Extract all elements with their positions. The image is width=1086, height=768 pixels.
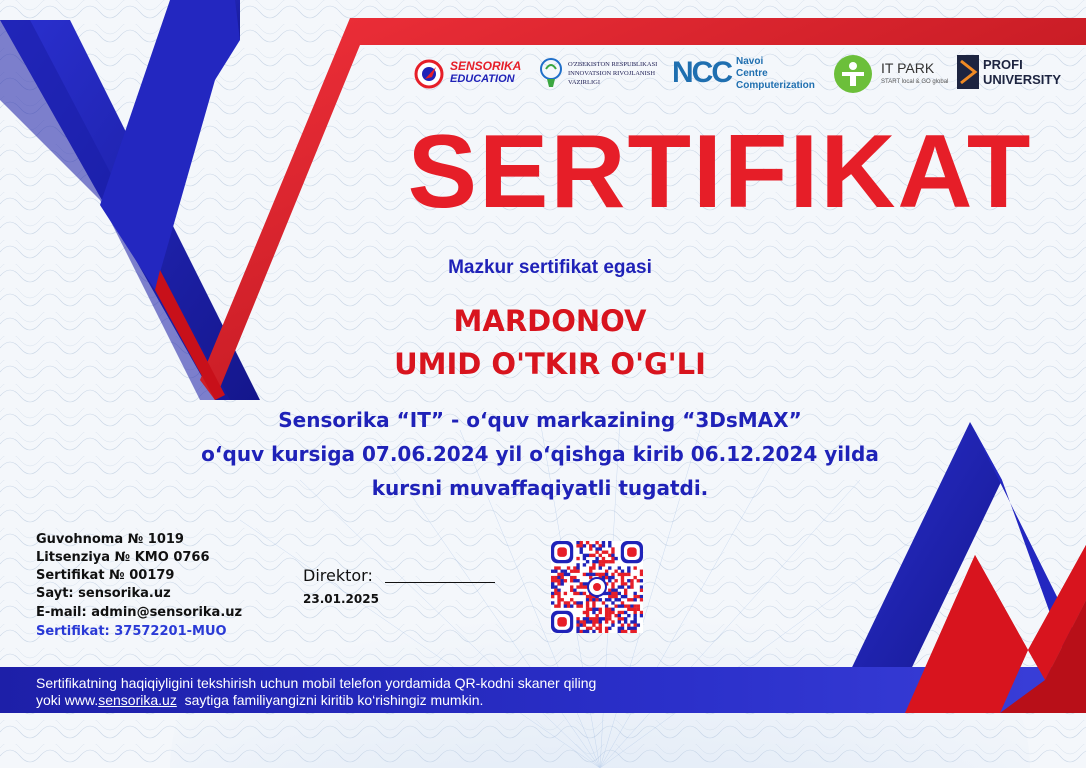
ncc-logo-line3: Computerization bbox=[736, 80, 815, 91]
itpark-logo bbox=[833, 54, 948, 96]
sensorika-rocket-icon bbox=[414, 59, 444, 89]
website: Sayt: sensorika.uz bbox=[36, 586, 171, 601]
footer-line-2-prefix: yoki www. bbox=[36, 692, 99, 708]
qr-code[interactable] bbox=[551, 541, 643, 633]
email: E-mail: admin@sensorika.uz bbox=[36, 605, 243, 620]
holder-surname: MARDONOV bbox=[453, 304, 647, 338]
ncc-logo bbox=[672, 54, 832, 96]
issue-date: 23.01.2025 bbox=[303, 592, 379, 606]
holder-given-name: UMID O'TKIR O'G'LI bbox=[394, 347, 706, 381]
body-line-3: kursni muvaffaqiyatli tugatdi. bbox=[371, 476, 709, 500]
body-line-2: o‘quv kursiga 07.06.2024 yil o‘qishga kirib 06.12.2024 yilda bbox=[201, 442, 879, 466]
itpark-logo-tagline: START local & GO global bbox=[881, 79, 949, 85]
litsenziya-number: Litsenziya № KMO 0766 bbox=[36, 550, 210, 565]
lightbulb-icon bbox=[538, 57, 564, 91]
certificate-code: Sertifikat: 37572201-MUO bbox=[36, 624, 227, 639]
sensorika-logo-line1: SENSORIKA bbox=[450, 59, 522, 73]
ministry-logo-line1: O'ZBEKISTON RESPUBLIKASI bbox=[568, 61, 658, 68]
sertifikat-number: Sertifikat № 00179 bbox=[36, 568, 175, 583]
ministry-logo-line3: VAZIRLIGI bbox=[568, 79, 601, 86]
footer-line-2 bbox=[36, 692, 483, 708]
sensorika-logo-line2: EDUCATION bbox=[450, 73, 515, 85]
signature-line bbox=[385, 582, 495, 583]
footer-website-link[interactable]: sensorika.uz bbox=[98, 692, 177, 708]
profi-logo-line2: UNIVERSITY bbox=[983, 72, 1062, 87]
footer-line-1: Sertifikatning haqiqiyligini tekshirish uchun mobil telefon yordamida QR-kodni skaner qiling bbox=[36, 675, 597, 691]
certificate-title: SERTIFIKAT bbox=[407, 114, 1033, 230]
profi-logo-line1: PROFI bbox=[983, 57, 1023, 72]
holder-label: Mazkur sertifikat egasi bbox=[448, 257, 652, 278]
ncc-logo-line2: Centre bbox=[736, 68, 768, 79]
profi-logo-icon bbox=[957, 55, 979, 89]
guvohnoma-number: Guvohnoma № 1019 bbox=[36, 532, 184, 547]
itpark-icon bbox=[833, 54, 873, 94]
footer-line-2-suffix: saytiga familiyangizni kiritib ko‘rishingiz mumkin. bbox=[176, 692, 484, 708]
ncc-logo-mark: NCC bbox=[672, 56, 731, 89]
profi-university-logo bbox=[957, 55, 1082, 95]
ministry-logo bbox=[538, 55, 673, 95]
ncc-logo-line1: Navoi bbox=[736, 56, 764, 67]
ministry-logo-line2: INNOVATSION RIVOJLANISH bbox=[568, 70, 656, 77]
itpark-logo-name: IT PARK bbox=[881, 60, 935, 76]
director-label: Direktor: bbox=[303, 566, 373, 585]
sensorika-logo bbox=[414, 55, 534, 93]
body-line-1: Sensorika “IT” - o‘quv markazining “3DsMAX” bbox=[278, 408, 802, 432]
